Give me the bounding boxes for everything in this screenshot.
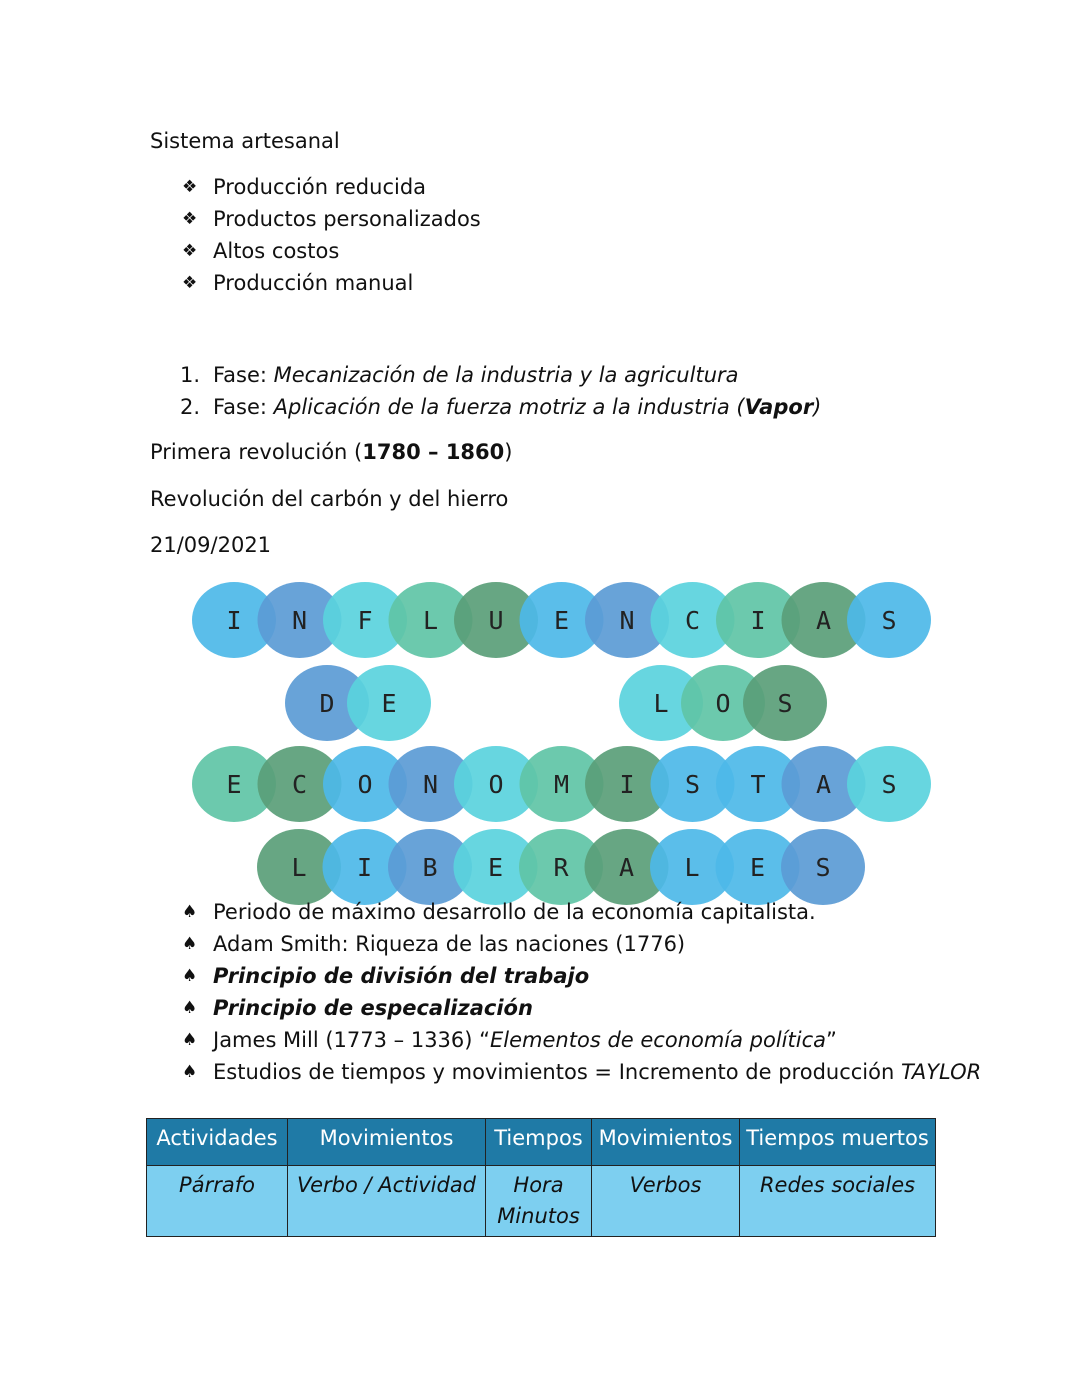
letter-label: O: [715, 689, 731, 718]
letter-label: C: [291, 770, 308, 799]
word-art-row: [285, 665, 431, 741]
table-cell: Verbo / Actividad: [288, 1166, 486, 1237]
letter-label: I: [750, 606, 766, 635]
letter-label: T: [750, 770, 766, 799]
diamond-bullet-icon: ❖: [182, 241, 198, 261]
list-item: [213, 1025, 837, 1055]
list-item-suffix: ”: [826, 1028, 837, 1052]
list-item: Periodo de máximo desarrollo de la economía capitalista.: [213, 900, 816, 924]
list-item: Productos personalizados: [213, 207, 481, 231]
spade-bullet-icon: ♠: [182, 998, 198, 1018]
letter-label: A: [815, 770, 832, 799]
word-art-row: [192, 582, 931, 658]
word-art-row: [192, 746, 931, 822]
spade-bullet-icon: ♠: [182, 1030, 198, 1050]
fase-description-end: ): [813, 395, 822, 419]
section-title-artesanal: Sistema artesanal: [150, 129, 340, 153]
list-number: 2.: [180, 395, 201, 419]
table-cell: Redes sociales: [740, 1166, 936, 1237]
word-art-row: [619, 665, 827, 741]
letter-label: S: [777, 689, 793, 718]
letter-label: I: [226, 606, 242, 635]
list-item: Altos costos: [213, 239, 340, 263]
letter-label: N: [291, 606, 308, 635]
diamond-bullet-icon: ❖: [182, 273, 198, 293]
letter-label: O: [357, 770, 373, 799]
letter-label: I: [619, 770, 635, 799]
letter-label: O: [488, 770, 504, 799]
letter-label: B: [422, 853, 438, 882]
letter-label: E: [553, 606, 570, 635]
letter-label: A: [815, 606, 832, 635]
fase-label: Fase:: [213, 395, 274, 419]
list-item-text: James Mill (1773 – 1336) “: [213, 1028, 491, 1052]
date-text: 21/09/2021: [150, 533, 272, 557]
letter-label: C: [684, 606, 701, 635]
revolucion-suffix: ): [504, 440, 513, 464]
fase-bold-term: Vapor: [744, 395, 814, 419]
letter-label: S: [815, 853, 831, 882]
list-item: Principio de división del trabajo: [213, 964, 590, 988]
fase-label: Fase:: [213, 363, 274, 387]
list-number: 1.: [180, 363, 201, 387]
table-header-cell: Movimientos: [288, 1119, 486, 1166]
letter-label: D: [319, 689, 335, 718]
spade-bullet-icon: ♠: [182, 966, 198, 986]
letter-label: M: [553, 770, 570, 799]
list-item: Producción reducida: [213, 175, 427, 199]
activities-table: [146, 1118, 936, 1237]
diamond-bullet-icon: ❖: [182, 177, 198, 197]
diamond-bullet-icon: ❖: [182, 209, 198, 229]
word-art-row: [257, 829, 865, 905]
letter-label: L: [422, 606, 439, 635]
letter-label: R: [553, 853, 569, 882]
list-item: [213, 1057, 981, 1087]
table-header-cell: Tiempos muertos: [740, 1119, 936, 1166]
list-item-italic: TAYLOR: [900, 1060, 982, 1084]
letter-label: S: [881, 606, 897, 635]
letter-label: E: [226, 770, 242, 799]
letter-label: E: [487, 853, 504, 882]
table-cell-line: Minutos: [497, 1204, 580, 1228]
spade-bullet-icon: ♠: [182, 1062, 198, 1082]
revolucion-subtitle: Revolución del carbón y del hierro: [150, 487, 509, 511]
table-cell-line: Hora: [513, 1173, 564, 1197]
letter-label: E: [749, 853, 766, 882]
list-item: Adam Smith: Riqueza de las naciones (1776): [213, 932, 686, 956]
letter-label: I: [356, 853, 373, 882]
table-header-cell: Movimientos: [592, 1119, 740, 1166]
table-cell: [486, 1166, 592, 1237]
table-cell: Párrafo: [147, 1166, 288, 1237]
list-item-italic: Elementos de economía política: [490, 1028, 827, 1052]
letter-label: N: [619, 606, 635, 635]
list-item: Producción manual: [213, 271, 414, 295]
letter-label: N: [422, 770, 439, 799]
letter-label: U: [488, 606, 504, 635]
table-header-row: [147, 1119, 936, 1166]
revolucion-years: 1780 – 1860: [362, 440, 505, 464]
letter-label: F: [357, 606, 373, 635]
fase-description: Mecanización de la industria y la agricultura: [273, 363, 739, 387]
letter-label: S: [684, 770, 701, 799]
spade-bullet-icon: ♠: [182, 902, 198, 922]
letter-label: L: [653, 689, 669, 718]
table-header-cell: Actividades: [147, 1119, 288, 1166]
spade-bullet-icon: ♠: [182, 934, 198, 954]
list-item: Principio de especalización: [213, 996, 533, 1020]
table-cell: Verbos: [592, 1166, 740, 1237]
table-header-cell: Tiempos: [486, 1119, 592, 1166]
letter-label: E: [381, 689, 397, 718]
fase-description: Aplicación de la fuerza motriz a la industria (: [273, 395, 745, 419]
letter-label: L: [684, 853, 700, 882]
letter-label: L: [291, 853, 307, 882]
table-row: [147, 1166, 936, 1237]
list-item-text: Estudios de tiempos y movimientos = Incremento de producción: [213, 1060, 901, 1084]
revolucion-prefix: Primera revolución (: [150, 440, 363, 464]
letter-label: S: [881, 770, 897, 799]
letter-label: A: [618, 853, 635, 882]
